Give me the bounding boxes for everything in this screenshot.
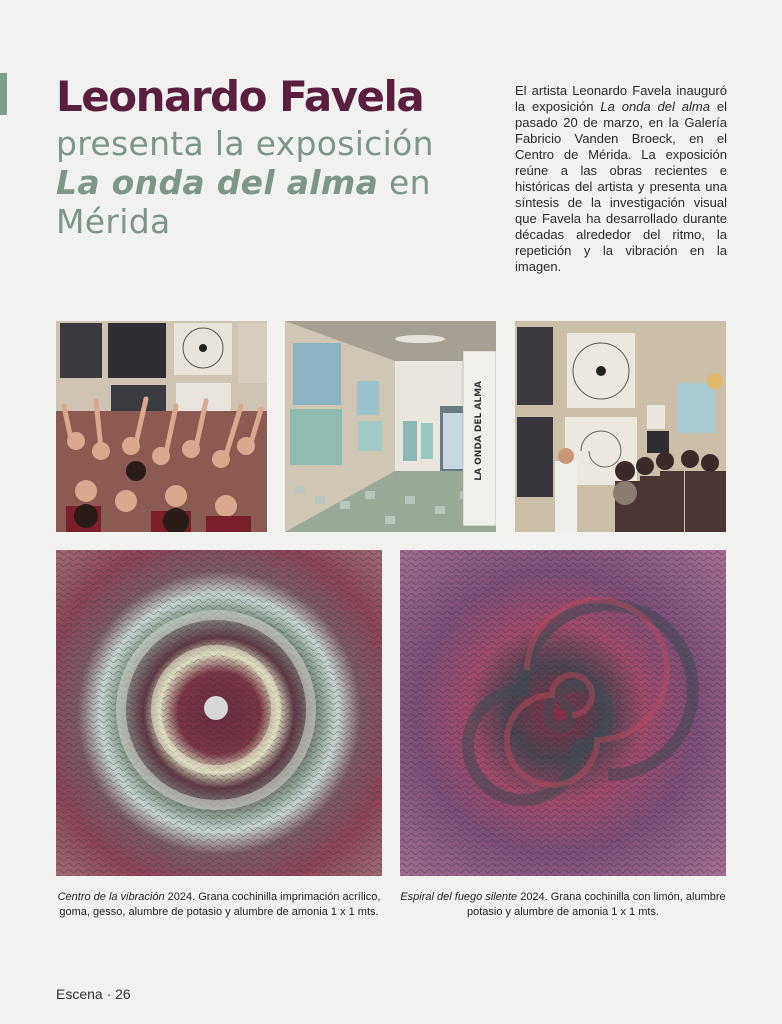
photo-gallery-room (285, 321, 496, 532)
headline-city: Mérida (56, 202, 171, 241)
headline-line-3 (56, 163, 501, 202)
headline-connector: en (378, 163, 431, 202)
caption-2-title: Espiral del fuego silente (400, 891, 518, 903)
photo-crowd-raised-arms (56, 321, 267, 532)
intro-text-1: El artista Leonardo Favela inauguró la exposición (515, 83, 727, 114)
artist-name: Leonardo Favela (56, 72, 424, 121)
intro-exhibition-title: La onda del alma (600, 99, 710, 114)
accent-bar (0, 73, 7, 115)
exhibition-title: La onda del alma (56, 163, 379, 202)
caption-painting-2 (400, 890, 726, 920)
intro-paragraph (515, 83, 727, 275)
painting-espiral-del-fuego-silente (400, 550, 726, 876)
page-folio: Escena · 26 (56, 986, 131, 1002)
caption-2-text: 2024. Grana cochinilla con limón, alumbre potasio y alumbre de amonia 1 x 1 mts. (467, 891, 726, 918)
caption-painting-1 (56, 890, 382, 920)
caption-1-text: 2024. Grana cochinilla imprimación acrílico, goma, gesso, alumbre de potasio y alumbre de amonia 1 x 1 mts. (59, 891, 381, 918)
painting-centro-de-la-vibracion (56, 550, 382, 876)
gallery-sign: LA ONDA DEL ALMA (474, 381, 484, 481)
photo-artist-talk (515, 321, 726, 532)
headline-line-2: presenta la exposición (56, 124, 434, 163)
intro-text-2: el pasado 20 de marzo, en la Galería Fabricio Vanden Broeck, en el Centro de Mérida. La exposición reúne a las obras recientes e históricas del artista y presenta una síntesis de la investigación visual que Favela ha desarrollado durante décadas alrededor del ritmo, la repetición y la vibración en la imagen. (515, 99, 727, 274)
headline (56, 70, 501, 241)
caption-1-title: Centro de la vibración (57, 891, 165, 903)
